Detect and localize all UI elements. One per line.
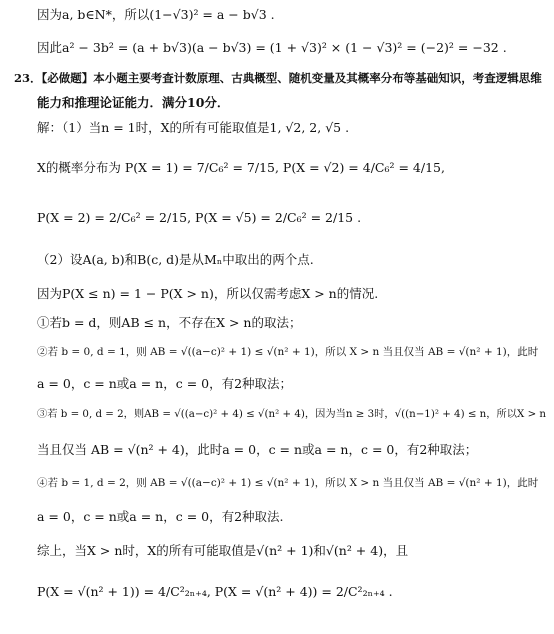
problem-23-header [14, 73, 542, 85]
case-3-result-text: 当且仅当 AB = √(n² + 4)，此时a = 0，c = n或a = n，c = 0，有2种取法； [37, 442, 478, 457]
case-3-result [37, 444, 477, 457]
case-2-text: ②若 b = 0, d = 1，则 AB = √((a−c)² + 1) ≤ √(n² + 1)，所以 X > n 当且仅当 AB = √(n² + 1)，此时 [37, 346, 539, 358]
case-4-line [37, 478, 538, 489]
part-1-intro-text: 解：（1）当n = 1时，X的所有可能取值是1, √2, 2, √5 . [37, 120, 350, 135]
case-4-result [37, 511, 284, 524]
part-2-intro [37, 254, 314, 267]
reduction-line-text: 因为P(X ≤ n) = 1 − P(X > n)，所以仅需考虑X > n的情况. [37, 286, 379, 301]
distribution-line-2 [37, 212, 361, 225]
case-4-result-text: a = 0，c = n或a = n，c = 0，有2种取法. [37, 509, 284, 524]
part-2-intro-text: （2）设A(a, b)和B(c, d)是从Mₙ中取出的两个点. [37, 252, 314, 267]
distribution-line-1 [37, 162, 445, 175]
final-distribution-text: P(X = √(n² + 1)) = 4/C²₂ₙ₊₄, P(X = √(n² + 4)) = 2/C²₂ₙ₊₄ . [37, 584, 393, 599]
text-line-1 [37, 9, 275, 22]
reduction-line [37, 288, 378, 301]
case-2-result-text: a = 0，c = n或a = n，c = 0，有2种取法； [37, 376, 293, 391]
text-line-2 [37, 42, 507, 55]
case-1-line [37, 317, 301, 330]
distribution-line-1-text: X的概率分布为 P(X = 1) = 7/C₆² = 7/15, P(X = √2) = 4/C₆² = 4/15, [37, 160, 445, 175]
part-1-intro [37, 122, 349, 135]
case-1-text: ①若b = d，则AB ≤ n，不存在X > n的取法； [37, 315, 302, 330]
case-4-text: ④若 b = 1, d = 2，则 AB = √((a−c)² + 1) ≤ √(n² + 1)，所以 X > n 当且仅当 AB = √(n² + 1)，此时 [37, 477, 539, 489]
distribution-line-2-text: P(X = 2) = 2/C₆² = 2/15, P(X = √5) = 2/C₆² = 2/15 . [37, 210, 362, 225]
summary-line [37, 545, 408, 558]
summary-text: 综上，当X > n时，X的所有可能取值是√(n² + 1)和√(n² + 4)，且 [37, 543, 409, 558]
final-distribution-line [37, 586, 393, 599]
case-2-line [37, 347, 538, 358]
problem-23-header-cont [37, 97, 229, 110]
case-3-text: ③若 b = 0, d = 2，则AB = √((a−c)² + 4) ≤ √(n² + 4)，因为当n ≥ 3时，√((n−1)² + 4) ≤ n，所以X > n [37, 408, 547, 420]
case-2-result [37, 378, 292, 391]
line-2-text: 因此a² − 3b² = (a + b√3)(a − b√3) = (1 + √3)² × (1 − √3)² = (−2)² = −32 . [37, 40, 507, 55]
line-1-text: 因为a, b∈N*，所以(1−√3)² = a − b√3 . [37, 7, 275, 22]
problem-23-header-text: 23．【必做题】本小题主要考查计数原理、古典概型、随机变量及其概率分布等基础知识，考查逻辑思维 [14, 71, 542, 85]
case-3-line [37, 409, 546, 419]
problem-23-header-cont-text: 能力和推理论证能力．满分10分． [37, 95, 230, 110]
